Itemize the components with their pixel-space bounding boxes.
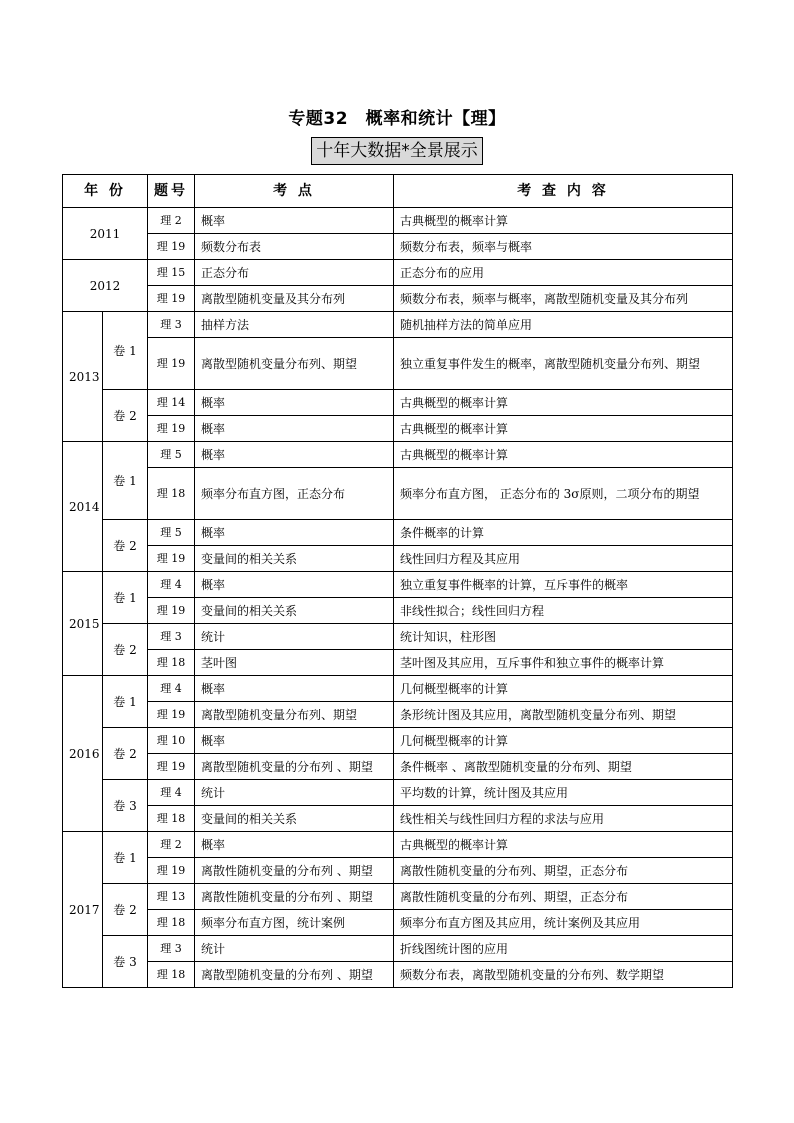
content-cell: 折线图统计图的应用 [394, 936, 733, 962]
volume-cell: 卷 1 [103, 676, 148, 728]
table-row [63, 676, 733, 702]
table-row [63, 650, 733, 676]
content-cell: 古典概型的概率计算 [394, 832, 733, 858]
topic-cell: 茎叶图 [195, 650, 394, 676]
question-no-cell: 理 4 [148, 572, 195, 598]
topic-cell: 变量间的相关关系 [195, 598, 394, 624]
table-row [63, 858, 733, 884]
table-row [63, 962, 733, 988]
table-row [63, 624, 733, 650]
content-cell: 线性回归方程及其应用 [394, 546, 733, 572]
question-no-cell: 理 18 [148, 468, 195, 520]
table-row [63, 234, 733, 260]
volume-cell: 卷 2 [103, 728, 148, 780]
table-body [63, 208, 733, 988]
table-row [63, 312, 733, 338]
table-row [63, 832, 733, 858]
content-cell: 频率分布直方图及其应用，统计案例及其应用 [394, 910, 733, 936]
topic-cell: 概率 [195, 676, 394, 702]
question-no-cell: 理 18 [148, 910, 195, 936]
table-row [63, 598, 733, 624]
topic-cell: 频率分布直方图，统计案例 [195, 910, 394, 936]
question-no-cell: 理 19 [148, 754, 195, 780]
content-cell: 几何概型概率的计算 [394, 676, 733, 702]
content-cell: 线性相关与线性回归方程的求法与应用 [394, 806, 733, 832]
table-row [63, 546, 733, 572]
volume-cell: 卷 3 [103, 780, 148, 832]
volume-cell: 卷 1 [103, 572, 148, 624]
topic-cell: 离散型随机变量的分布列 、期望 [195, 962, 394, 988]
volume-cell: 卷 3 [103, 936, 148, 988]
question-no-cell: 理 15 [148, 260, 195, 286]
topic-cell: 离散性随机变量的分布列 、期望 [195, 884, 394, 910]
question-no-cell: 理 19 [148, 546, 195, 572]
topic-cell: 概率 [195, 572, 394, 598]
question-no-cell: 理 19 [148, 286, 195, 312]
table-row [63, 208, 733, 234]
content-cell: 离散性随机变量的分布列、期望，正态分布 [394, 858, 733, 884]
content-cell: 条形统计图及其应用，离散型随机变量分布列、期望 [394, 702, 733, 728]
question-no-cell: 理 4 [148, 780, 195, 806]
topic-cell: 概率 [195, 832, 394, 858]
question-no-cell: 理 4 [148, 676, 195, 702]
question-no-cell: 理 13 [148, 884, 195, 910]
volume-cell: 卷 2 [103, 520, 148, 572]
content-cell: 非线性拟合；线性回归方程 [394, 598, 733, 624]
content-cell: 独立重复事件发生的概率，离散型随机变量分布列、期望 [394, 338, 733, 390]
table-row [63, 468, 733, 520]
year-cell: 2016 [63, 676, 103, 832]
topic-cell: 离散型随机变量分布列、期望 [195, 702, 394, 728]
topic-cell: 抽样方法 [195, 312, 394, 338]
topic-cell: 变量间的相关关系 [195, 546, 394, 572]
header-question-no: 题号 [148, 175, 195, 208]
question-no-cell: 理 2 [148, 208, 195, 234]
header-year: 年 份 [63, 175, 148, 208]
question-no-cell: 理 18 [148, 962, 195, 988]
table-row [63, 936, 733, 962]
content-cell: 正态分布的应用 [394, 260, 733, 286]
topic-cell: 概率 [195, 442, 394, 468]
topic-cell: 概率 [195, 416, 394, 442]
question-no-cell: 理 2 [148, 832, 195, 858]
year-cell: 2011 [63, 208, 148, 260]
table-row [63, 416, 733, 442]
question-no-cell: 理 19 [148, 598, 195, 624]
content-cell: 随机抽样方法的简单应用 [394, 312, 733, 338]
content-cell: 频数分布表，频率与概率 [394, 234, 733, 260]
section-banner: 十年大数据*全景展示 [311, 137, 483, 165]
year-cell: 2014 [63, 442, 103, 572]
content-cell: 古典概型的概率计算 [394, 416, 733, 442]
table-row [63, 884, 733, 910]
page-title: 专题32 概率和统计【理】 [288, 109, 506, 129]
question-no-cell: 理 3 [148, 312, 195, 338]
content-cell: 统计知识，柱形图 [394, 624, 733, 650]
table-row [63, 338, 733, 390]
topic-cell: 概率 [195, 520, 394, 546]
volume-cell: 卷 1 [103, 442, 148, 520]
table-row [63, 572, 733, 598]
content-cell: 古典概型的概率计算 [394, 208, 733, 234]
question-no-cell: 理 19 [148, 416, 195, 442]
table-row [63, 520, 733, 546]
topic-cell: 变量间的相关关系 [195, 806, 394, 832]
year-cell: 2015 [63, 572, 103, 676]
topic-cell: 概率 [195, 208, 394, 234]
exam-stats-table [62, 174, 733, 988]
content-cell: 独立重复事件概率的计算，互斥事件的概率 [394, 572, 733, 598]
topic-cell: 离散型随机变量分布列、期望 [195, 338, 394, 390]
question-no-cell: 理 18 [148, 806, 195, 832]
year-cell: 2017 [63, 832, 103, 988]
content-cell: 平均数的计算，统计图及其应用 [394, 780, 733, 806]
topic-cell: 离散性随机变量的分布列 、期望 [195, 858, 394, 884]
header-topic: 考 点 [195, 175, 394, 208]
table-header-row [63, 175, 733, 208]
table-row [63, 780, 733, 806]
topic-cell: 离散型随机变量的分布列 、期望 [195, 754, 394, 780]
question-no-cell: 理 10 [148, 728, 195, 754]
content-cell: 古典概型的概率计算 [394, 390, 733, 416]
content-cell: 频数分布表，频率与概率，离散型随机变量及其分布列 [394, 286, 733, 312]
table-row [63, 910, 733, 936]
table-row [63, 728, 733, 754]
topic-cell: 频率分布直方图，正态分布 [195, 468, 394, 520]
table-row [63, 390, 733, 416]
topic-cell: 离散型随机变量及其分布列 [195, 286, 394, 312]
volume-cell: 卷 1 [103, 832, 148, 884]
topic-cell: 统计 [195, 936, 394, 962]
content-cell: 几何概型概率的计算 [394, 728, 733, 754]
volume-cell: 卷 1 [103, 312, 148, 390]
question-no-cell: 理 19 [148, 702, 195, 728]
question-no-cell: 理 19 [148, 338, 195, 390]
question-no-cell: 理 5 [148, 520, 195, 546]
header-content: 考 查 内 容 [394, 175, 733, 208]
volume-cell: 卷 2 [103, 624, 148, 676]
content-cell: 离散性随机变量的分布列、期望，正态分布 [394, 884, 733, 910]
question-no-cell: 理 14 [148, 390, 195, 416]
question-no-cell: 理 19 [148, 858, 195, 884]
topic-cell: 统计 [195, 780, 394, 806]
content-cell: 条件概率 、离散型随机变量的分布列、期望 [394, 754, 733, 780]
question-no-cell: 理 19 [148, 234, 195, 260]
topic-cell: 频数分布表 [195, 234, 394, 260]
question-no-cell: 理 5 [148, 442, 195, 468]
content-cell: 频率分布直方图， 正态分布的 3σ原则，二项分布的期望 [394, 468, 733, 520]
question-no-cell: 理 18 [148, 650, 195, 676]
table-row [63, 260, 733, 286]
topic-cell: 统计 [195, 624, 394, 650]
content-cell: 频数分布表，离散型随机变量的分布列、数学期望 [394, 962, 733, 988]
question-no-cell: 理 3 [148, 624, 195, 650]
table-row [63, 702, 733, 728]
table-row [63, 806, 733, 832]
topic-cell: 概率 [195, 390, 394, 416]
year-cell: 2012 [63, 260, 148, 312]
content-cell: 茎叶图及其应用，互斥事件和独立事件的概率计算 [394, 650, 733, 676]
table-row [63, 754, 733, 780]
table-row [63, 286, 733, 312]
topic-cell: 概率 [195, 728, 394, 754]
content-cell: 条件概率的计算 [394, 520, 733, 546]
question-no-cell: 理 3 [148, 936, 195, 962]
content-cell: 古典概型的概率计算 [394, 442, 733, 468]
topic-cell: 正态分布 [195, 260, 394, 286]
volume-cell: 卷 2 [103, 884, 148, 936]
table-row [63, 442, 733, 468]
year-cell: 2013 [63, 312, 103, 442]
volume-cell: 卷 2 [103, 390, 148, 442]
